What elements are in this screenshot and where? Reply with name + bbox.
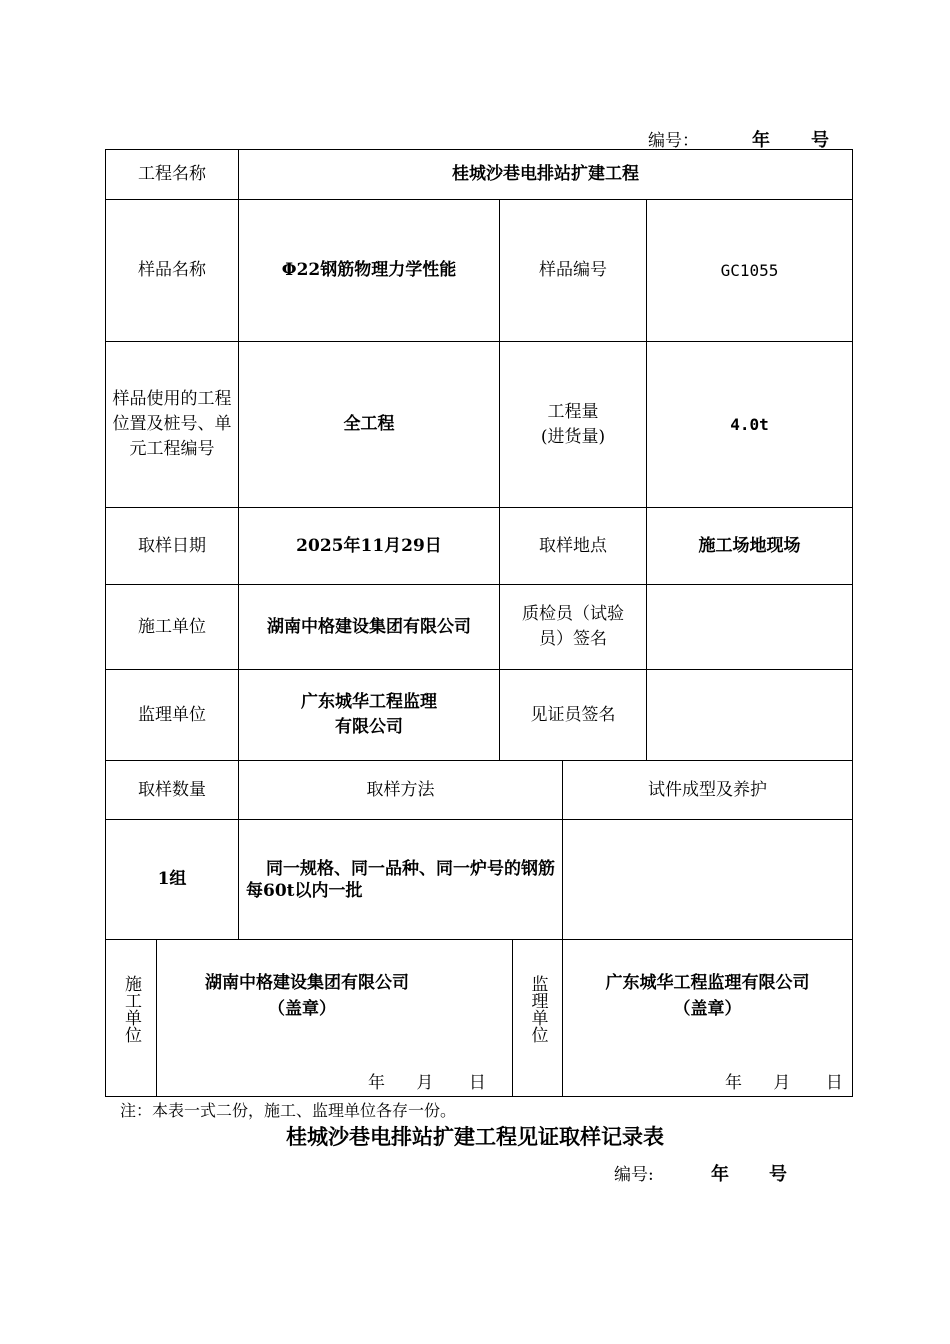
record-year: 年 <box>752 130 770 151</box>
record-number-line <box>648 126 829 151</box>
sampling-place-label: 取样地点 <box>539 535 607 556</box>
sampling-method-header: 取样方法 <box>366 779 435 800</box>
next-page-year: 年 <box>711 1164 729 1185</box>
construction-seal-company: 湖南中格建设集团有限公司 <box>205 973 409 993</box>
sample-code-label: 样品编号 <box>539 260 607 280</box>
quantity-label: 工程量 (进货量) <box>540 401 606 447</box>
witness-signature-label: 见证员签名 <box>530 704 616 725</box>
usage-location-value: 全工程 <box>343 414 395 434</box>
supervision-seal-stamp: （盖章） <box>673 999 742 1019</box>
supervision-unit-value: 广东城华工程监理 有限公司 <box>301 692 437 737</box>
construction-unit-value: 湖南中格建设集团有限公司 <box>267 616 471 637</box>
record-number-suffix: 号 <box>811 130 829 151</box>
specimen-curing-value <box>563 820 852 939</box>
project-name-value: 桂城沙巷电排站扩建工程 <box>452 164 639 184</box>
sample-name-value: Φ22钢筋物理力学性能 <box>281 260 457 280</box>
construction-seal-stamp: （盖章） <box>268 999 336 1019</box>
construction-seal-date: 年 月 日 <box>368 1073 486 1093</box>
sample-code-value: GC1055 <box>720 261 779 280</box>
supervision-seal-date: 年 月 日 <box>725 1073 843 1093</box>
next-page-number-suffix: 号 <box>769 1164 787 1185</box>
sampling-quantity-header: 取样数量 <box>138 779 206 800</box>
inspector-signature-field[interactable] <box>647 585 852 669</box>
project-name-label: 工程名称 <box>138 164 206 184</box>
next-page-number-line <box>614 1160 787 1185</box>
inspector-signature-label: 质检员（试验员）签名 <box>522 604 624 649</box>
sampling-method-value: 同一规格、同一品种、同一炉号的钢筋每60t以内一批 <box>246 859 555 901</box>
supervision-unit-label: 监理单位 <box>138 704 206 725</box>
construction-unit-label: 施工单位 <box>138 616 206 637</box>
sample-name-label: 样品名称 <box>138 260 206 280</box>
witness-signature-field[interactable] <box>647 670 852 760</box>
sampling-quantity-value: 1组 <box>157 869 187 889</box>
supervision-seal-company: 广东城华工程监理有限公司 <box>605 973 810 993</box>
quantity-value: 4.0t <box>730 415 769 434</box>
usage-location-label: 样品使用的工程位置及桩号、单元工程编号 <box>112 389 232 459</box>
next-page-number-label: 编号: <box>614 1165 654 1185</box>
record-number-label: 编号： <box>648 131 699 151</box>
next-page-title: 桂城沙巷电排站扩建工程见证取样记录表 <box>286 1124 664 1149</box>
table-note: 注：本表一式二份，施工、监理单位各存一份。 <box>120 1101 457 1120</box>
construction-seal-label: 施工单位 <box>121 975 141 1043</box>
sampling-date-value: 2025年11月29日 <box>296 535 442 556</box>
supervision-seal-label: 监理单位 <box>527 975 548 1043</box>
sampling-place-value: 施工场地现场 <box>698 535 801 556</box>
sampling-date-label: 取样日期 <box>138 535 206 556</box>
specimen-curing-header: 试件成型及养护 <box>648 779 767 800</box>
